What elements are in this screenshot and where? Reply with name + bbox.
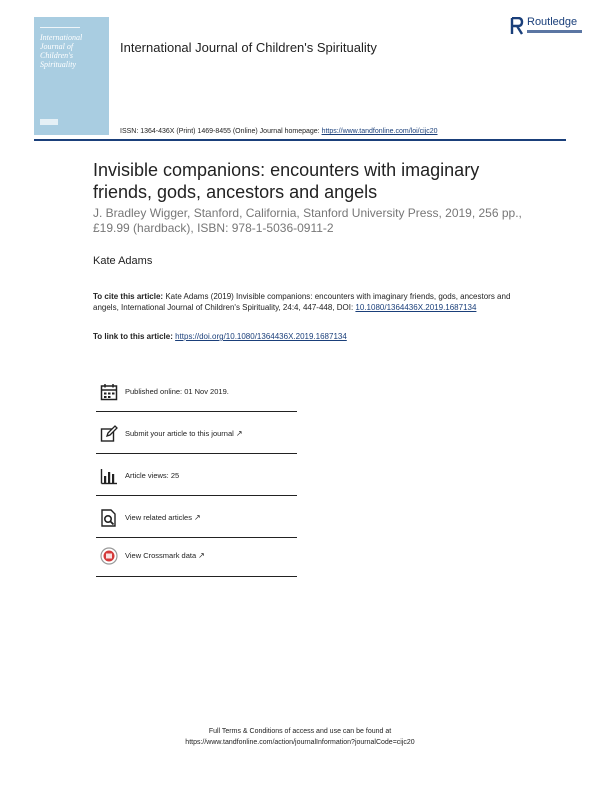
crossmark-label: View Crossmark data	[125, 551, 197, 560]
submit-row[interactable]	[96, 412, 297, 454]
citation-doi-link[interactable]: 10.1080/1364436X.2019.1687134	[355, 303, 477, 312]
crossmark-row[interactable]	[96, 534, 297, 576]
related-articles-icon	[100, 509, 118, 527]
bar-chart-icon	[100, 467, 118, 485]
article-views: Article views: 25	[125, 471, 180, 480]
external-link-icon: ↗	[193, 513, 201, 522]
routledge-logo-icon	[510, 17, 524, 35]
footer-terms	[0, 726, 600, 748]
article-link-label: To link to this article:	[93, 332, 176, 341]
author-name: Kate Adams	[93, 255, 153, 267]
submit-article-link[interactable]	[125, 429, 243, 438]
row-divider	[96, 576, 297, 577]
article-doi-link[interactable]: https://doi.org/10.1080/1364436X.2019.1687134	[175, 332, 347, 341]
issn-text: ISSN: 1364-436X (Print) 1469-8455 (Online) Journal homepage:	[120, 128, 322, 135]
edit-icon	[100, 425, 118, 443]
journal-name: International Journal of Children's Spirituality	[120, 40, 377, 55]
crossmark-icon	[100, 547, 118, 565]
related-row[interactable]	[96, 496, 297, 538]
footer-terms-line: Full Terms & Conditions of access and use can be found at	[208, 728, 392, 735]
citation-text: Kate Adams (2019) Invisible companions: encounters with imaginary friends, gods, ancestors and angels, International Journal of Children's Spirituality, 24:4, 447-448, DOI:	[93, 292, 511, 312]
related-articles-link[interactable]	[125, 513, 201, 522]
book-details: J. Bradley Wigger, Stanford, California, Stanford University Press, 2019, 256 pp., £19.99 (hardback), ISBN: 978-1-5036-0911-2	[93, 206, 522, 235]
crossmark-link[interactable]	[125, 551, 205, 560]
footer-terms-link[interactable]: https://www.tandfonline.com/action/journalInformation?journalCode=cijc20	[185, 739, 415, 746]
citation-block	[93, 291, 523, 313]
cover-logo-mark	[40, 119, 58, 125]
calendar-icon	[100, 383, 118, 401]
citation-label: To cite this article:	[93, 292, 164, 301]
views-row	[96, 454, 297, 496]
publisher-tagline	[527, 30, 582, 33]
cover-title: International Journal of Children's Spirituality	[40, 33, 83, 69]
external-link-icon: ↗	[198, 551, 205, 560]
external-link-icon: ↗	[235, 429, 243, 438]
article-link-line	[93, 332, 347, 341]
published-date: Published online: 01 Nov 2019.	[125, 387, 229, 396]
publisher-name: Routledge	[527, 16, 578, 28]
cover-rule	[40, 27, 80, 28]
article-title: Invisible companions: encounters with imaginary friends, gods, ancestors and angels	[93, 160, 480, 202]
journal-cover	[34, 17, 109, 135]
submit-article-label: Submit your article to this journal	[125, 429, 234, 438]
related-articles-label: View related articles	[125, 513, 192, 522]
published-row	[96, 370, 297, 412]
issn-line	[120, 128, 438, 135]
journal-homepage-link[interactable]: https://www.tandfonline.com/loi/cijc20	[321, 128, 438, 135]
header-divider	[34, 139, 566, 141]
